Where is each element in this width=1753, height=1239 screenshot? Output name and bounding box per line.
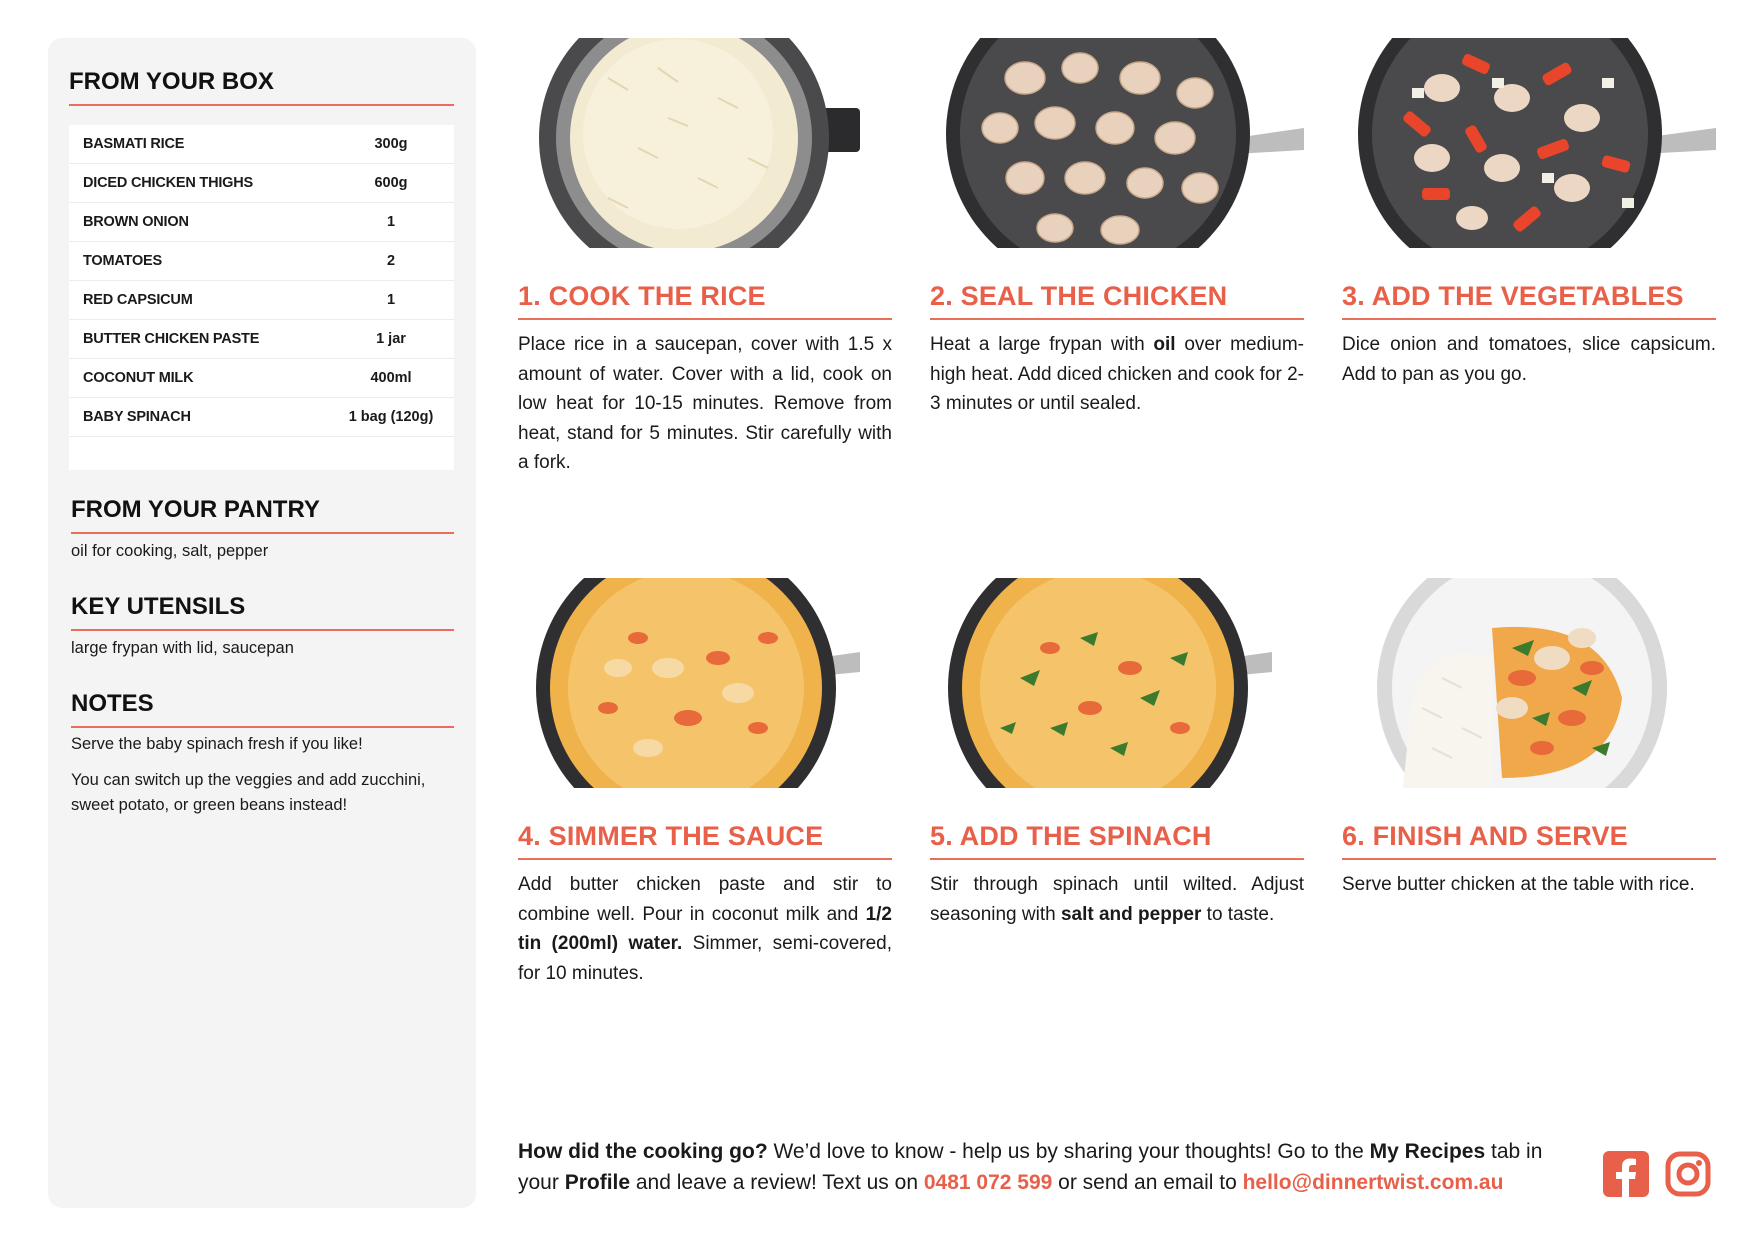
step-body bbox=[1342, 330, 1716, 389]
step-body bbox=[930, 330, 1304, 419]
step-body bbox=[1342, 870, 1716, 900]
footer-text: or send an email to bbox=[1052, 1171, 1243, 1194]
step-body-emphasis: 1/2 tin (200ml) water. bbox=[518, 903, 892, 954]
spinach-pan-photo bbox=[930, 578, 1304, 788]
ingredient-row bbox=[69, 242, 454, 281]
ingredient-name: TOMATOES bbox=[83, 253, 162, 269]
phone-link[interactable]: 0481 072 599 bbox=[923, 1171, 1053, 1194]
ingredient-qty: 1 bbox=[386, 292, 396, 308]
step-title: 4. SIMMER THE SAUCE bbox=[518, 820, 892, 860]
instagram-icon[interactable] bbox=[1665, 1151, 1711, 1197]
step-body-text: over medium-high heat. Add diced chicken and cook for 2-3 minutes or until sealed. bbox=[930, 334, 1304, 414]
ingredient-row bbox=[69, 320, 454, 359]
feedback-question: How did the cooking go? bbox=[518, 1140, 768, 1163]
step-body-text: Simmer, semi-covered, for 10 minutes. bbox=[518, 933, 892, 984]
notes-line: You can switch up the veggies and add zucchini, sweet potato, or green beans instead! bbox=[71, 771, 426, 814]
ingredient-qty: 600g bbox=[374, 175, 408, 191]
ingredient-qty: 400ml bbox=[370, 370, 412, 386]
footer-text: We’d love to know - help us by sharing your thoughts! Go to the bbox=[767, 1140, 1370, 1163]
step-body bbox=[518, 330, 892, 478]
step-body-text: Stir through spinach until wilted. Adjust seasoning with bbox=[930, 874, 1304, 925]
ingredient-name: BROWN ONION bbox=[83, 214, 189, 230]
ingredient-qty: 1 bbox=[386, 214, 396, 230]
chicken-pan-photo bbox=[930, 38, 1304, 248]
profile-label: Profile bbox=[564, 1171, 631, 1194]
step-body bbox=[930, 870, 1304, 929]
step-body-text: Add butter chicken paste and stir to combine well. Pour in coconut milk and bbox=[518, 874, 892, 925]
ingredient-row bbox=[69, 203, 454, 242]
ingredient-qty: 1 jar bbox=[376, 331, 406, 347]
sauce-pan-photo bbox=[518, 578, 892, 788]
step-body bbox=[518, 870, 892, 988]
feedback-footer bbox=[518, 1136, 1578, 1198]
step-body-text: Dice onion and tomatoes, slice capsicum. Add to pan as you go. bbox=[1342, 334, 1716, 385]
utensils-heading: KEY UTENSILS bbox=[71, 593, 454, 631]
vegetables-pan-photo bbox=[1342, 38, 1716, 248]
notes-line: Serve the baby spinach fresh if you like! bbox=[71, 735, 363, 753]
ingredient-row bbox=[69, 398, 454, 437]
my-recipes-label: My Recipes bbox=[1369, 1140, 1486, 1163]
served-bowl-photo bbox=[1342, 578, 1716, 788]
ingredient-name: BUTTER CHICKEN PASTE bbox=[83, 331, 260, 347]
pantry-text: oil for cooking, salt, pepper bbox=[71, 542, 269, 560]
ingredient-name: DICED CHICKEN THIGHS bbox=[83, 175, 254, 191]
step-body-text: Heat a large frypan with bbox=[930, 334, 1154, 355]
ingredients-sidebar bbox=[48, 38, 476, 1208]
box-heading: FROM YOUR BOX bbox=[69, 68, 454, 106]
step-body-emphasis: salt and pepper bbox=[1060, 903, 1202, 925]
step-title: 1. COOK THE RICE bbox=[518, 280, 892, 320]
notes-heading: NOTES bbox=[71, 690, 454, 728]
utensils-text: large frypan with lid, saucepan bbox=[71, 639, 294, 657]
ingredient-name: RED CAPSICUM bbox=[83, 292, 193, 308]
step-title: 2. SEAL THE CHICKEN bbox=[930, 280, 1304, 320]
email-link[interactable]: hello@dinnertwist.com.au bbox=[1242, 1171, 1504, 1194]
pantry-heading: FROM YOUR PANTRY bbox=[71, 496, 454, 534]
ingredients-table bbox=[69, 125, 454, 470]
ingredient-row bbox=[69, 359, 454, 398]
footer-text: and leave a review! Text us on bbox=[630, 1171, 924, 1194]
step-body-emphasis: oil bbox=[1153, 334, 1176, 355]
ingredient-name: BABY SPINACH bbox=[83, 409, 191, 425]
step-body-text: Place rice in a saucepan, cover with 1.5 x amount of water. Cover with a lid, cook on low heat for 10-15 minutes. Remove from heat, stand for 5 minutes. Stir carefully with a fork. bbox=[518, 334, 892, 473]
ingredient-row bbox=[69, 281, 454, 320]
ingredient-name: BASMATI RICE bbox=[83, 136, 185, 152]
step-title: 5. ADD THE SPINACH bbox=[930, 820, 1304, 860]
ingredient-name: COCONUT MILK bbox=[83, 370, 194, 386]
ingredient-qty: 1 bag (120g) bbox=[348, 409, 434, 425]
facebook-icon[interactable] bbox=[1603, 1151, 1649, 1197]
step-title: 6. FINISH AND SERVE bbox=[1342, 820, 1716, 860]
step-body-text: Serve butter chicken at the table with rice. bbox=[1342, 874, 1695, 895]
ingredient-qty: 300g bbox=[374, 136, 408, 152]
step-title: 3. ADD THE VEGETABLES bbox=[1342, 280, 1716, 320]
rice-pot-photo bbox=[518, 38, 892, 248]
footer-text: tab in your bbox=[518, 1140, 1543, 1194]
ingredient-row bbox=[69, 125, 454, 164]
ingredient-qty: 2 bbox=[386, 253, 396, 269]
ingredient-row bbox=[69, 164, 454, 203]
step-body-text: to taste. bbox=[1201, 903, 1275, 925]
